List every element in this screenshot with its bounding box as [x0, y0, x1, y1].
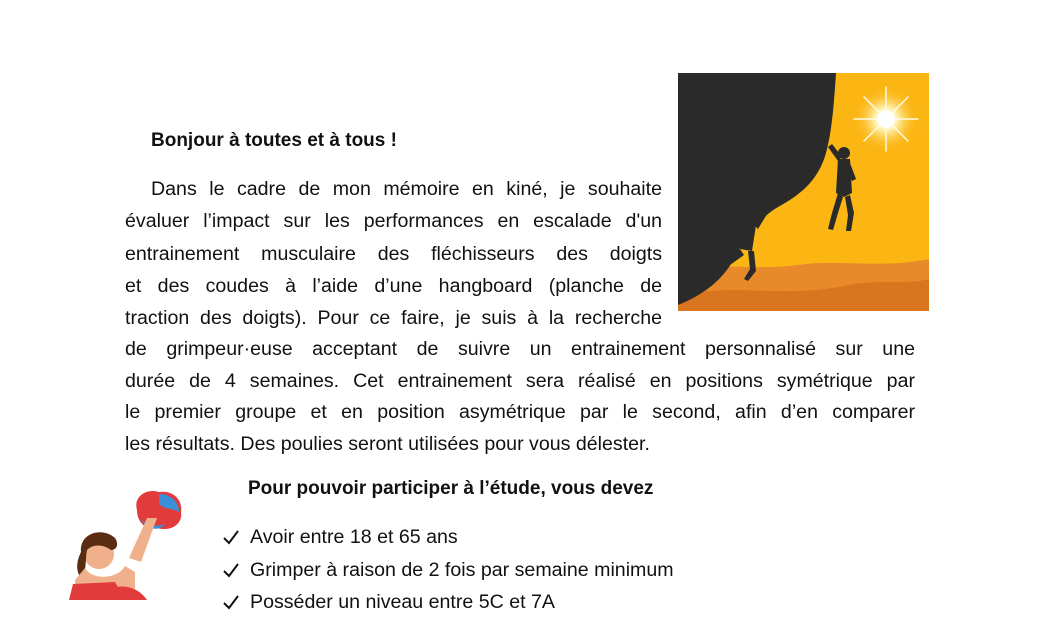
- criteria-text: Grimper à raison de 2 fois par semaine minimum: [250, 558, 674, 581]
- intro-paragraph: [125, 173, 662, 334]
- checkmark-icon: [222, 528, 240, 546]
- criteria-list: [222, 521, 674, 619]
- climber-grabbing-hold-icon: [55, 488, 195, 600]
- intro-line: entrainement musculaire des fléchisseurs des doigts: [125, 242, 662, 265]
- body-paragraph: [125, 334, 915, 460]
- intro-line: et des coudes à l’aide d’une hangboard (planche de: [125, 274, 662, 297]
- checkmark-icon: [222, 593, 240, 611]
- criteria-heading: Pour pouvoir participer à l’étude, vous devez: [248, 478, 654, 499]
- criteria-item: [222, 521, 674, 554]
- criteria-text: Avoir entre 18 et 65 ans: [250, 526, 458, 548]
- intro-line: Dans le cadre de mon mémoire en kiné, je souhaite: [151, 178, 662, 200]
- criteria-item: [222, 586, 674, 619]
- greeting-heading: Bonjour à toutes et à tous !: [151, 130, 397, 151]
- criteria-text: Posséder un niveau entre 5C et 7A: [250, 591, 555, 613]
- body-line: les résultats. Des poulies seront utilisées pour vous délester.: [125, 432, 650, 455]
- body-line: de grimpeur·euse acceptant de suivre un entrainement personnalisé sur une: [125, 338, 915, 360]
- intro-line: traction des doigts). Pour ce faire, je suis à la recherche: [125, 307, 662, 330]
- criteria-item: [222, 554, 674, 587]
- body-line: durée de 4 semaines. Cet entrainement sera réalisé en positions symétrique par: [125, 369, 915, 392]
- climbers-silhouette-icon: [678, 73, 929, 311]
- intro-line: évaluer l’impact sur les performances en escalade d'un: [125, 210, 662, 233]
- body-line: le premier groupe et en position asymétrique par le second, afin d’en comparer: [125, 401, 915, 423]
- checkmark-icon: [222, 561, 240, 579]
